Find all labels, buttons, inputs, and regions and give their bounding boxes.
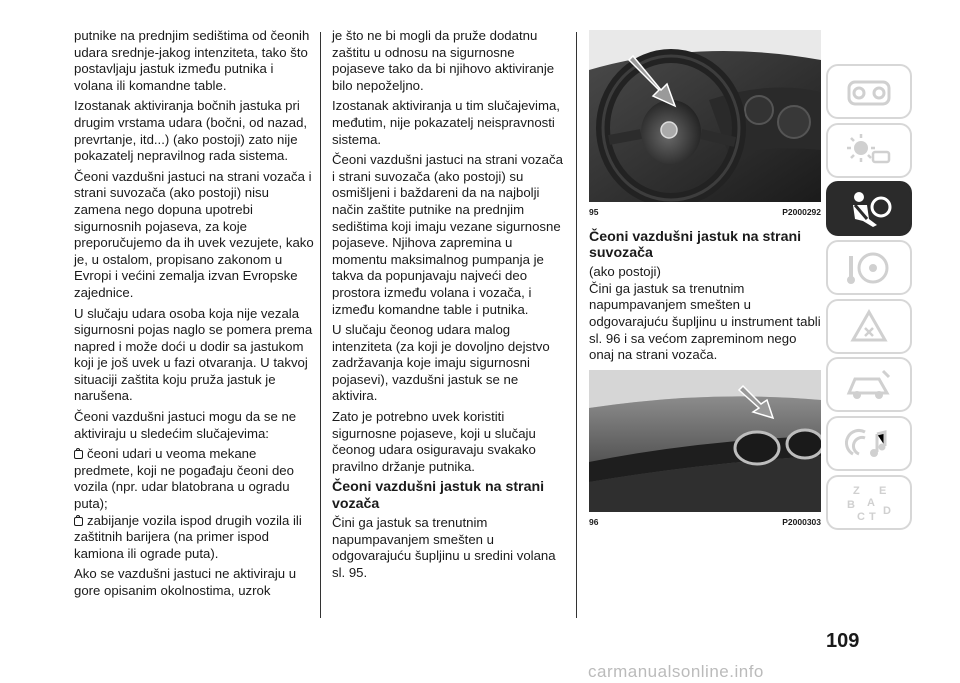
paragraph: Čeoni vazdušni jastuci na strani vozača i strani suvozača (ako postoji) su osmišljeni i baždareni da na najbolji način zaštite putnike na prednjim sedištima koji imaju vezane sigurnosne pojaseve. Njihova zapremina u momentu maksimalnog pumpanja je takva da popunjavaju najveći deo prostora između volana i vozača, i između komandne table i putnika. [332,152,563,317]
emergency-triangle-icon [843,306,895,346]
text-column-middle [332,28,564,585]
paragraph: Čeoni vazdušni jastuci mogu da se ne aktiviraju u sledećim slučajevima: [74,409,297,441]
tab-maintenance[interactable] [826,357,912,412]
paragraph: Zato je potrebno uvek koristiti sigurnosne pojaseve, koji u slučaju čeonog udara osiguravaju svakako pravilno držanje putnika. [332,409,536,474]
bullet-item: čeoni udari u veoma mekane predmete, koji ne pogađaju čeoni deo vozila (npr. udar blatobrana u ogradu puta); [74,446,294,512]
paragraph: Čeoni vazdušni jastuci na strani vozača i strani suvozača (ako postoji) nisu zamena nego dopuna upotrebi sigurnosnih pojaseva, za koje preporučujemo da ih uvek vezujete, kako je, u ostalom, propisano zakonom u Evropi i većini zemalja izvan Evropske zajednice. [74,168,314,300]
column-divider [320,32,321,618]
tab-car-dashboard[interactable] [826,64,912,119]
watermark: carmanualsonline.info [588,662,764,681]
maintenance-car-icon [843,365,895,405]
tab-airbag-seatbelt[interactable] [826,181,912,236]
steering-wheel-photo [589,30,821,202]
section-heading: Čeoni vazdušni jastuk na strani vozača [332,479,545,513]
paragraph: Izostanak aktiviranja bočnih jastuka pri drugim vrstama udara (bočni, od nazad, prevrtanje, itd...) (ako postoji) zato nije pokazatelj nepravilnog rada sistema. [74,98,308,164]
steering-key-icon [843,248,895,288]
multimedia-icon [843,424,895,464]
svg-text:E: E [879,485,887,498]
figure-code: P2000292 [782,207,821,217]
paragraph: U slučaju čeonog udara malog intenziteta (za koji je dovoljno dejstvo zadržavanja koje imaju sigurnosni pojasevi), vazdušni jastuk se ne aktivira. [332,322,550,404]
chapter-sidebar [826,64,916,534]
column-divider [576,32,577,618]
paragraph: je što ne bi mogli da pruže dodatnu zaštitu u odnosu na sigurnosne pojaseve tako da bi njihovo aktiviranje bilo nepoželjno. [332,28,555,93]
paragraph: Čini ga jastuk sa trenutnim napumpavanjem smešten u odgovarajuću šupljinu u sredini volana sl. 95. [332,515,556,580]
svg-text:C: C [857,511,865,523]
paragraph: Izostanak aktiviranja u tim slučajevima, međutim, nije pokazatelj neispravnosti sistema. [332,98,560,147]
text-column-left [74,28,314,604]
figure-number: 95 [589,207,599,217]
tab-emergency[interactable] [826,299,912,354]
figure-caption [589,204,821,221]
figure-number: 96 [589,516,599,527]
paragraph: Ako se vazdušni jastuci ne aktiviraju u gore opisanim okolnostima, uzrok [74,566,297,598]
svg-text:Z: Z [853,485,860,498]
bullet-icon [74,450,83,459]
paragraph: Čini ga jastuk sa trenutnim napumpavanjem smešten u odgovarajuću šupljinu u instrument tabli sl. 96 i sa većom zapreminom nego onaj na strani vozača. [589,280,821,363]
figure-steering-wheel [589,30,821,202]
paragraph: putnike na prednjim sedištima od čeonih udara srednje-jakog intenziteta, tako što postavljaju jastuk između putnika i volana ili komandne table. [74,28,310,93]
figure-dashboard [589,370,821,512]
text-column-right [589,30,821,538]
figure-caption [589,514,821,531]
paragraph: (ako postoji) [589,264,661,280]
svg-text:T: T [869,511,876,523]
bullet-icon [74,517,83,526]
tab-starting-driving[interactable] [826,240,912,295]
svg-text:D: D [883,505,891,518]
paragraph: U slučaju udara osoba koja nije vezala sigurnosni pojas naglo se pomera prema napred i može doći u dodir sa jastukom koji je još uvek u fazi otvaranja. U takvoj situaciji zaštita koju pruža jastuk je narušena. [74,305,313,404]
tab-multimedia[interactable] [826,416,912,471]
index-letters-icon [843,482,895,522]
figure-code: P2000303 [782,516,821,527]
page-number: 109 [826,630,860,652]
svg-text:A: A [867,497,875,510]
car-dashboard-icon [843,72,895,112]
bullet-item: zabijanje vozila ispod drugih vozila ili zaštitnih barijera (na primer ispod kamiona ili ograde puta). [74,512,302,561]
airbag-seatbelt-icon [843,189,895,229]
dashboard-photo [589,370,821,512]
warning-lights-icon [843,130,895,170]
tab-warning-lights[interactable] [826,123,912,178]
svg-text:B: B [847,499,855,512]
section-heading: Čeoni vazdušni jastuk na strani suvozača [589,228,802,262]
tab-index[interactable] [826,475,912,530]
